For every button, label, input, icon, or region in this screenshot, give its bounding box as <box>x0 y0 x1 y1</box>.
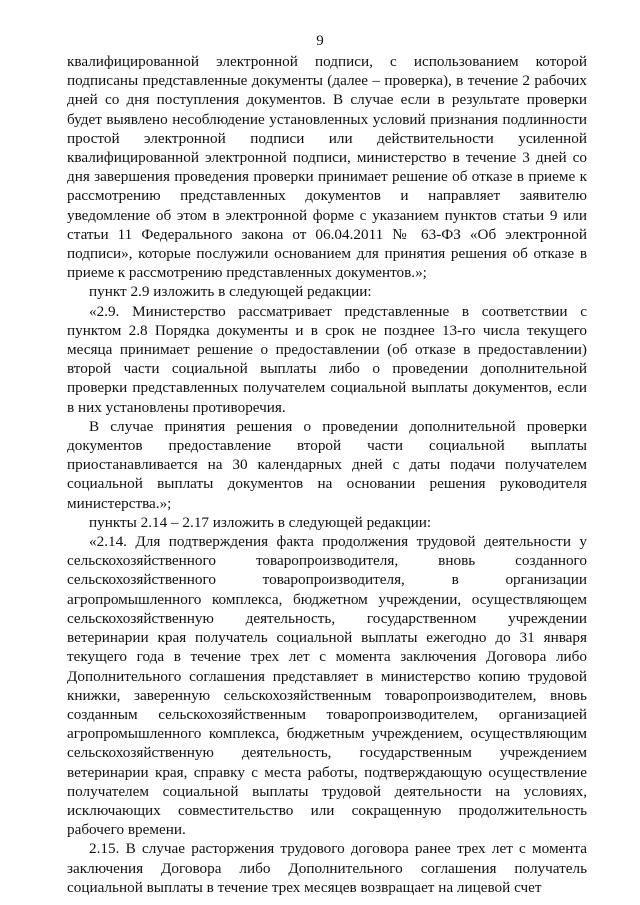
document-body <box>67 52 587 897</box>
paragraph-additional-check: В случае принятия решения о проведении дополнительной проверки документов предоставление второй части социальной выплаты приостанавливается на 30 календарных дней с даты подачи получателем социальной выплаты документов на основании решения руководителя министерства.»; <box>67 417 587 512</box>
paragraph-items-2-14-2-17-intro: пункты 2.14 – 2.17 изложить в следующей редакции: <box>89 513 432 531</box>
paragraph-item-2-15: 2.15. В случае расторжения трудового договора ранее трех лет с момента заключения Договора либо Дополнительного соглашения получатель социальной выплаты в течение трех месяцев возвращает на лицевой счет <box>67 840 587 896</box>
paragraph-item-2-14: «2.14. Для подтверждения факта продолжения трудовой деятельности у сельскохозяйственного товаропроизводителя, вновь созданного сельскохозяйственного товаропроизводителя, в организации агропромышленного комплекса, бюджетном учреждении, осуществляющем сельскохозяйственную деятельность, государственном учреждении ветеринарии края получатель социальной выплаты ежегодно до 31 января текущего года в течение трех лет с момента заключения Договора либо Дополнительного соглашения представляет в министерство копию трудовой книжки, заверенную сельскохозяйственным товаропроизводителем, вновь созданным сельскохозяйственным товаропроизводителем, организацией агропромышленного комплекса, бюджетным учреждением, осуществляющим сельскохозяйственную деятельность, государственным учреждением ветеринарии края, справку с места работы, подтверждающую осуществление получателем социальной выплаты трудовой деятельности на условиях, исключающих совместительство или сокращенную продолжительность рабочего времени. <box>67 533 587 839</box>
paragraph-item-2-9: «2.9. Министерство рассматривает представленные в соответствии с пунктом 2.8 Порядка документы и в срок не позднее 13-го числа текущего месяца принимает решение о предоставлении (об отказе в предоставлении) второй части социальной выплаты либо о проведении дополнительной проверки представленных получателем социальной выплаты документов, если в них установлены противоречия. <box>67 302 587 416</box>
paragraph-item-2-9-intro: пункт 2.9 изложить в следующей редакции: <box>89 283 372 301</box>
paragraph-electronic-signature-check: квалифицированной электронной подписи, с использованием которой подписаны представленные документы (далее – проверка), в течение 2 рабочих дней со дня поступления документов. В случае если в результате проверки будет выявлено несоблюдение установленных условий признания подлинности простой электронной подписи или действительности усиленной квалифицированной электронной подписи, министерство в течение 3 дней со дня завершения проведения проверки принимает решение об отказе в приеме к рассмотрению представленных документов и направляет заявителю уведомление об этом в электронной форме с указанием пунктов статьи 9 или статьи 11 Федерального закона от 06.04.2011 № 63-ФЗ «Об электронной подписи», которые послужили основанием для принятия решения об отказе в приеме к рассмотрению представленных документов.»; <box>67 53 587 282</box>
page-number: 9 <box>316 33 324 49</box>
